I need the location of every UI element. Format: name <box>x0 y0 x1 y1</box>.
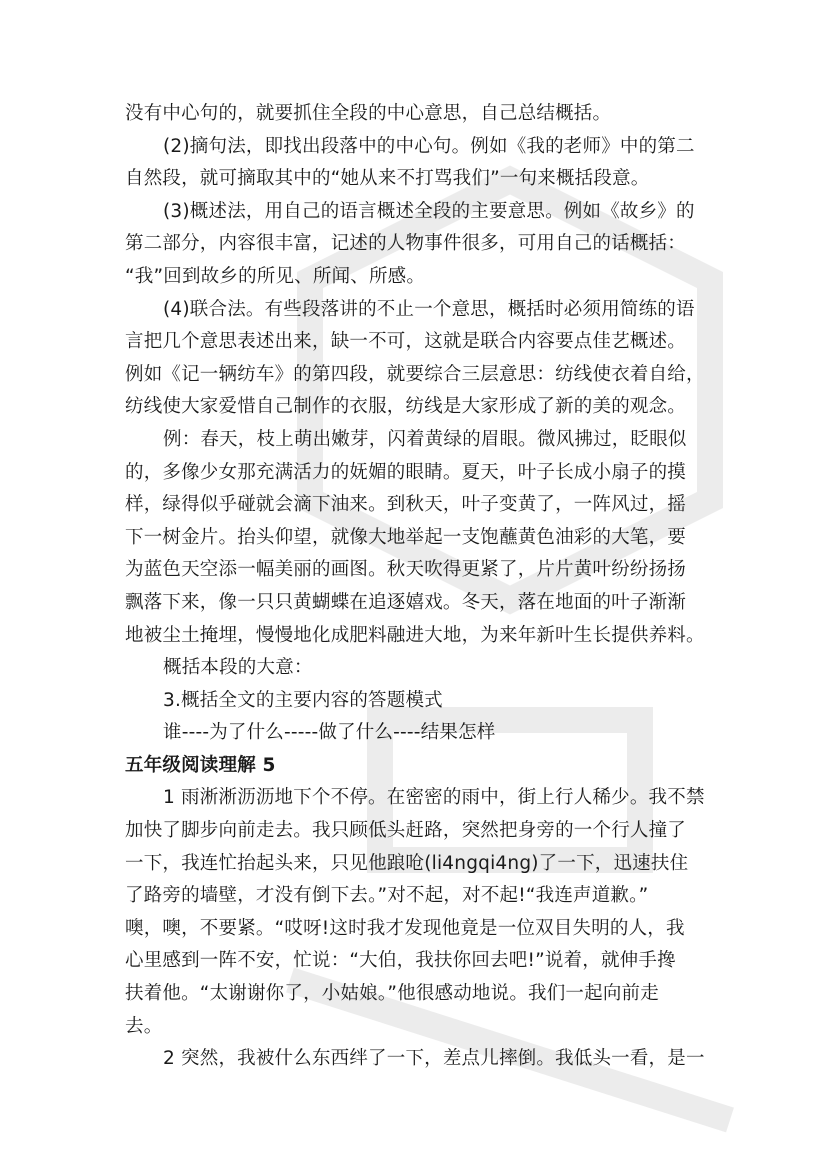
text-line: 一下，我连忙抬起头来，只见他踉呛(li4ngqi4ng)了一下，迅速扶住 <box>125 852 689 874</box>
text-line: 2 突然，我被什么东西绊了一下，差点儿摔倒。我低头一看，是一 <box>163 1048 705 1070</box>
text-line: (2)摘句法，即找出段落中的中心句。例如《我的老师》中的第二 <box>163 135 695 157</box>
text-line: 纺线使大家爱惜自己制作的衣服，纺线是大家形成了新的美的观念。 <box>125 396 687 418</box>
text-line: 了路旁的墙壁，才没有倒下去。”对不起，对不起!“我连声道歉。” <box>125 885 649 907</box>
text-line: 没有中心句的，就要抓住全段的中心意思，自己总结概括。 <box>125 103 612 124</box>
text-line: 噢，噢，不要紧。“哎呀!这时我才发现他竟是一位双目失明的人，我 <box>125 917 685 939</box>
text-line: “我”回到故乡的所见、所闻、所感。 <box>125 265 426 287</box>
text-line: (3)概述法，用自己的语言概述全段的主要意思。例如《故乡》的 <box>163 200 695 222</box>
section-heading: 五年级阅读理解 5 <box>125 754 276 776</box>
text-line: 的，多像少女那充满活力的妩媚的眼睛。夏天，叶子长成小扇子的摸 <box>125 461 687 483</box>
text-line: 例如《记一辆纺车》的第四段，就要综合三层意思：纺线使衣着自给， <box>125 363 705 385</box>
text-line: 3.概括全文的主要内容的答题模式 <box>163 689 443 711</box>
text-line: 1 雨淅淅沥沥地下个不停。在密密的雨中，街上行人稀少。我不禁 <box>163 787 705 809</box>
text-line: 为蓝色天空添一幅美丽的画图。秋天吹得更紧了，片片黄叶纷纷扬扬 <box>125 559 687 581</box>
text-line: 谁----为了什么-----做了什么----结果怎样 <box>163 722 496 744</box>
text-line: 概括本段的大意： <box>163 657 313 679</box>
text-line: 例：春天，枝上萌出嫩芽，闪着黄绿的眉眼。微风拂过，眨眼似 <box>163 428 687 450</box>
text-line: 第二部分，内容很丰富，记述的人物事件很多，可用自己的话概括： <box>125 233 687 255</box>
text-line: 言把几个意思表述出来，缺一不可，这就是联合内容要点佳艺概述。 <box>125 331 687 353</box>
text-line: 飘落下来，像一只只黄蝴蝶在追逐嬉戏。冬天，落在地面的叶子渐渐 <box>125 591 687 613</box>
text-line: 心里感到一阵不安，忙说：“大伯，我扶你回去吧!”说着，就伸手搀 <box>125 950 676 972</box>
text-line: 去。 <box>125 1015 163 1037</box>
text-line: 加快了脚步向前走去。我只顾低头赶路，突然把身旁的一个行人撞了 <box>125 820 687 842</box>
text-line: 下一树金片。抬头仰望，就像大地举起一支饱蘸黄色油彩的大笔，要 <box>125 526 687 548</box>
text-line: 自然段，就可摘取其中的“她从来不打骂我们”一句来概括段意。 <box>125 168 650 190</box>
text-line: 扶着他。“太谢谢你了，小姑娘。”他很感动地说。我们一起向前走 <box>125 983 659 1005</box>
text-line: 样，绿得似乎碰就会滴下油来。到秋天，叶子变黄了，一阵风过，摇 <box>125 494 687 516</box>
document-body <box>125 98 715 1076</box>
text-line: (4)联合法。有些段落讲的不止一个意思，概括时必须用简练的语 <box>163 298 695 320</box>
text-line: 地被尘土掩埋，慢慢地化成肥料融进大地，为来年新叶生长提供养料。 <box>125 624 705 646</box>
